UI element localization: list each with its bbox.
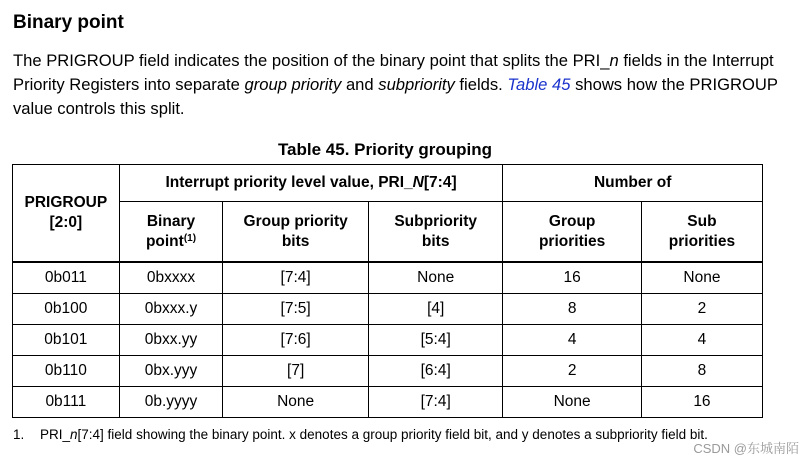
cell-group-priorities: 16 <box>503 262 642 294</box>
cell-sub-priorities: 2 <box>641 294 762 325</box>
cell-group-bits: [7] <box>223 356 369 387</box>
footnote-ref: (1) <box>183 232 197 244</box>
header-binary-point: Binary point$^{(1)}$ <box>119 202 223 263</box>
cell-group-priorities: 4 <box>503 325 642 356</box>
para-text-3: and <box>341 75 379 94</box>
para-text-5: shows how the PRIGROUP value controls this split. <box>13 75 778 118</box>
header-group-priority-bits: Group priority bits <box>223 202 369 263</box>
cell-sub-bits: [7:4] <box>368 387 502 418</box>
cell-prigroup: 0b111 <box>13 387 120 418</box>
header-subpriority-bits: Subpriority bits <box>368 202 502 263</box>
table-45-link[interactable]: Table 45 <box>507 75 571 94</box>
cell-group-bits: None <box>223 387 369 418</box>
cell-group-priorities: None <box>503 387 642 418</box>
table-caption: Table 45. Priority grouping <box>277 140 493 159</box>
cell-sub-bits: [5:4] <box>368 325 502 356</box>
csdn-watermark: CSDN @东城南陌 <box>693 441 799 456</box>
header-sub-priorities: Sub priorities <box>641 202 762 263</box>
para-text-2: fields in the Interrupt Priority Registers into separate <box>13 51 774 94</box>
cell-sub-bits: [4] <box>368 294 502 325</box>
para-text-1: The PRIGROUP field indicates the position of the binary point that splits the PRI_ <box>13 51 610 70</box>
cell-group-bits: [7:4] <box>223 262 369 294</box>
cell-sub-priorities: 4 <box>641 325 762 356</box>
cell-binary-point: 0bxxx.y <box>119 294 223 325</box>
header-prigroup: PRIGROUP [2:0] <box>13 165 120 263</box>
intro-paragraph <box>13 49 798 121</box>
table-row <box>13 387 763 418</box>
para-em-n: n <box>609 51 619 70</box>
cell-prigroup: 0b110 <box>13 356 120 387</box>
cell-sub-priorities: 16 <box>641 387 762 418</box>
header-interrupt-priority-level: Interrupt priority level value, PRI_N[7:4] <box>119 165 503 202</box>
para-em-sub: subpriority <box>378 75 455 94</box>
cell-group-bits: [7:5] <box>223 294 369 325</box>
priority-grouping-table <box>12 164 763 418</box>
cell-sub-priorities: None <box>641 262 762 294</box>
cell-binary-point: 0bx.yyy <box>119 356 223 387</box>
table-row <box>13 294 763 325</box>
table-row <box>13 356 763 387</box>
header-number-of: Number of <box>503 165 763 202</box>
section-heading: Binary point <box>13 12 124 33</box>
cell-group-priorities: 8 <box>503 294 642 325</box>
cell-group-bits: [7:6] <box>223 325 369 356</box>
cell-prigroup: 0b011 <box>13 262 120 294</box>
cell-sub-priorities: 8 <box>641 356 762 387</box>
footnote-text: PRI_n[7:4] field showing the binary point. x denotes a group priority field bit, and y denotes a subpriority field bit. <box>40 427 708 442</box>
cell-binary-point: 0bxxxx <box>119 262 223 294</box>
cell-prigroup: 0b100 <box>13 294 120 325</box>
cell-prigroup: 0b101 <box>13 325 120 356</box>
table-row <box>13 262 763 294</box>
footnote-number: 1. <box>13 427 25 442</box>
para-em-group: group priority <box>244 75 342 94</box>
para-text-4: fields. <box>454 75 508 94</box>
cell-sub-bits: None <box>368 262 502 294</box>
header-group-priorities: Group priorities <box>503 202 642 263</box>
cell-binary-point: 0bxx.yy <box>119 325 223 356</box>
cell-binary-point: 0b.yyyy <box>119 387 223 418</box>
cell-group-priorities: 2 <box>503 356 642 387</box>
table-row <box>13 325 763 356</box>
cell-sub-bits: [6:4] <box>368 356 502 387</box>
